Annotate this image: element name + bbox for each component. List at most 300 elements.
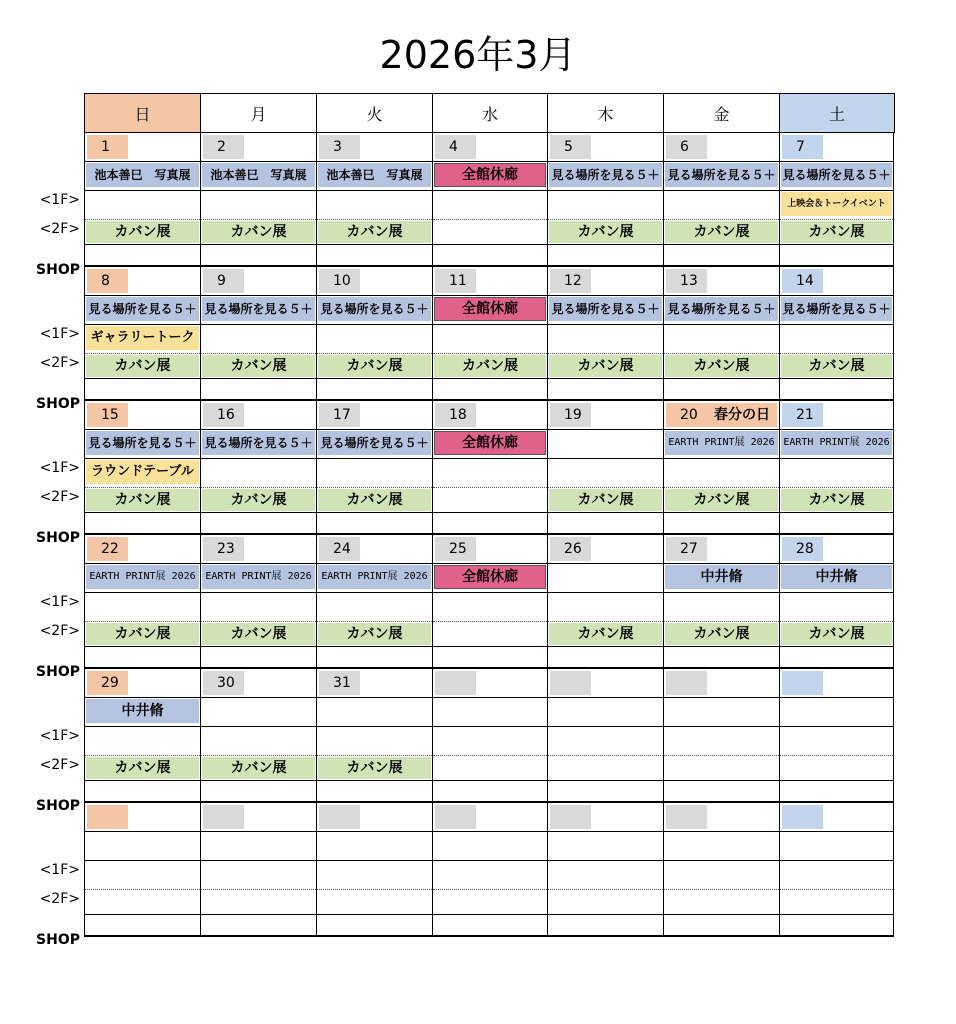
cell-divider (664, 592, 779, 593)
cell-divider (317, 697, 432, 698)
row-label-shop: SHOP (36, 530, 80, 546)
day-cell (84, 803, 200, 937)
day-number (319, 805, 360, 829)
cell-divider (548, 621, 663, 622)
shop-event: カバン展 (202, 757, 315, 779)
day-number: 28 (782, 537, 823, 561)
row-labels (0, 0, 84, 1024)
cell-divider (548, 324, 663, 325)
day-cell (663, 267, 779, 401)
cell-divider (780, 646, 893, 647)
cell-divider (85, 697, 200, 698)
cell-divider (664, 831, 779, 832)
day-number: 11 (435, 269, 476, 293)
day-number: 19 (550, 403, 591, 427)
floor1-event: 見る場所を見る５＋ (665, 163, 778, 187)
cell-divider (548, 831, 663, 832)
cell-divider (780, 244, 893, 245)
calendar-week (84, 133, 894, 267)
shop-event: カバン展 (434, 355, 546, 377)
shop-event: カバン展 (781, 623, 892, 645)
cell-divider (433, 621, 547, 622)
cell-divider (85, 914, 200, 915)
day-cell (432, 535, 547, 669)
cell-divider (317, 429, 432, 430)
day-cell (663, 669, 779, 803)
shop-event: カバン展 (318, 355, 431, 377)
day-cell (316, 803, 432, 937)
cell-divider (85, 295, 200, 296)
day-number (550, 805, 591, 829)
day-number (782, 805, 823, 829)
shop-event: カバン展 (318, 623, 431, 645)
row-label-floor2: <2F> (39, 355, 80, 371)
cell-divider (780, 161, 893, 162)
cell-divider (433, 831, 547, 832)
calendar-week (84, 669, 894, 803)
cell-divider (548, 295, 663, 296)
closed-notice: 全館休廊 (434, 297, 546, 321)
cell-divider (433, 726, 547, 727)
cell-divider (548, 889, 663, 890)
cell-divider (201, 190, 316, 191)
cell-divider (201, 592, 316, 593)
cell-divider (780, 726, 893, 727)
cell-divider (201, 860, 316, 861)
shop-event: カバン展 (202, 623, 315, 645)
cell-divider (317, 780, 432, 781)
cell-divider (85, 646, 200, 647)
day-number: 14 (782, 269, 823, 293)
cell-divider (201, 831, 316, 832)
shop-event: カバン展 (665, 355, 778, 377)
day-number: 7 (782, 135, 823, 159)
row-label-floor1: <1F> (39, 460, 80, 476)
cell-divider (548, 755, 663, 756)
day-number: 22 (87, 537, 128, 561)
floor1-event: 池本善巳 写真展 (202, 163, 315, 187)
cell-divider (85, 563, 200, 564)
cell-divider (201, 161, 316, 162)
calendar-week (84, 535, 894, 669)
cell-divider (664, 487, 779, 488)
weekday-header (84, 93, 894, 133)
cell-divider (780, 295, 893, 296)
floor1-event: 見る場所を見る５＋ (665, 297, 778, 321)
day-cell (200, 267, 316, 401)
cell-divider (780, 429, 893, 430)
cell-divider (780, 458, 893, 459)
cell-divider (201, 780, 316, 781)
cell-divider (664, 889, 779, 890)
day-number (666, 671, 707, 695)
day-cell (779, 535, 894, 669)
cell-divider (85, 860, 200, 861)
day-number: 29 (87, 671, 128, 695)
cell-divider (317, 592, 432, 593)
cell-divider (548, 161, 663, 162)
day-cell (547, 535, 663, 669)
cell-divider (664, 697, 779, 698)
row-label-floor1: <1F> (39, 326, 80, 342)
cell-divider (317, 755, 432, 756)
shop-event: カバン展 (318, 489, 431, 511)
cell-divider (317, 831, 432, 832)
cell-divider (548, 458, 663, 459)
cell-divider (317, 914, 432, 915)
cell-divider (433, 190, 547, 191)
day-cell (779, 401, 894, 535)
day-number (435, 805, 476, 829)
closed-notice: 全館休廊 (434, 431, 546, 455)
cell-divider (664, 429, 779, 430)
cell-divider (664, 755, 779, 756)
shop-event: カバン展 (86, 489, 199, 511)
cell-divider (548, 353, 663, 354)
row-label-floor1: <1F> (39, 594, 80, 610)
weekday-header-sunday: 日 (84, 93, 200, 133)
cell-divider (548, 378, 663, 379)
weekday-header-saturday: 土 (779, 93, 895, 133)
cell-divider (433, 487, 547, 488)
shop-event: カバン展 (86, 757, 199, 779)
day-cell (432, 803, 547, 937)
cell-divider (548, 563, 663, 564)
day-cell (663, 133, 779, 267)
day-number: 6 (666, 135, 707, 159)
cell-divider (317, 295, 432, 296)
day-cell (84, 535, 200, 669)
shop-event: カバン展 (549, 623, 662, 645)
cell-divider (85, 512, 200, 513)
cell-divider (780, 621, 893, 622)
day-number: 18 (435, 403, 476, 427)
day-cell (316, 535, 432, 669)
cell-divider (548, 429, 663, 430)
cell-divider (433, 697, 547, 698)
cell-divider (201, 458, 316, 459)
day-number: 25 (435, 537, 476, 561)
row-label-shop: SHOP (36, 798, 80, 814)
day-cell (547, 401, 663, 535)
day-number (435, 671, 476, 695)
cell-divider (317, 646, 432, 647)
row-label-floor2: <2F> (39, 891, 80, 907)
day-number: 30 (203, 671, 244, 695)
cell-divider (317, 378, 432, 379)
cell-divider (85, 244, 200, 245)
floor1-event: 見る場所を見る５＋ (781, 297, 892, 321)
cell-divider (780, 780, 893, 781)
cell-divider (664, 244, 779, 245)
shop-event: カバン展 (86, 355, 199, 377)
cell-divider (780, 563, 893, 564)
cell-divider (664, 324, 779, 325)
day-number: 15 (87, 403, 128, 427)
day-number: 2 (203, 135, 244, 159)
floor1-event: EARTH PRINT展 2026 (318, 565, 431, 589)
cell-divider (317, 726, 432, 727)
cell-divider (433, 429, 547, 430)
cell-divider (433, 244, 547, 245)
day-number: 10 (319, 269, 360, 293)
cell-divider (433, 353, 547, 354)
cell-divider (433, 889, 547, 890)
day-number: 13 (666, 269, 707, 293)
row-label-floor2: <2F> (39, 757, 80, 773)
cell-divider (85, 378, 200, 379)
cell-divider (85, 458, 200, 459)
cell-divider (317, 621, 432, 622)
day-cell (779, 803, 894, 937)
cell-divider (317, 244, 432, 245)
cell-divider (664, 219, 779, 220)
cell-divider (85, 621, 200, 622)
cell-divider (85, 353, 200, 354)
cell-divider (85, 190, 200, 191)
row-label-floor2: <2F> (39, 221, 80, 237)
cell-divider (664, 161, 779, 162)
day-cell (316, 133, 432, 267)
cell-divider (201, 914, 316, 915)
day-number (782, 671, 823, 695)
cell-divider (85, 889, 200, 890)
day-number: 9 (203, 269, 244, 293)
cell-divider (201, 512, 316, 513)
cell-divider (317, 860, 432, 861)
cell-divider (548, 780, 663, 781)
cell-divider (664, 621, 779, 622)
cell-divider (201, 353, 316, 354)
cell-divider (433, 860, 547, 861)
calendar-week (84, 267, 894, 401)
day-number (87, 805, 128, 829)
cell-divider (780, 487, 893, 488)
cell-divider (664, 378, 779, 379)
day-cell (316, 267, 432, 401)
day-cell (200, 803, 316, 937)
day-cell (432, 401, 547, 535)
weekday-header-monday: 月 (200, 93, 316, 133)
cell-divider (317, 487, 432, 488)
floor1-event: 池本善巳 写真展 (318, 163, 431, 187)
floor1-event: 見る場所を見る５＋ (549, 297, 662, 321)
shop-event: カバン展 (781, 221, 892, 243)
cell-divider (317, 190, 432, 191)
shop-event: カバン展 (549, 355, 662, 377)
cell-divider (780, 378, 893, 379)
day-cell (779, 267, 894, 401)
weekday-header-thursday: 木 (547, 93, 663, 133)
cell-divider (548, 487, 663, 488)
cell-divider (201, 378, 316, 379)
cell-divider (548, 512, 663, 513)
calendar-grid (84, 93, 894, 939)
calendar-week (84, 803, 894, 937)
day-number: 20 (666, 403, 707, 427)
day-number (666, 805, 707, 829)
floor1-event: 見る場所を見る５＋ (318, 431, 431, 455)
floor1-event: 中井脩 (86, 699, 199, 723)
day-number: 8 (87, 269, 128, 293)
cell-divider (85, 755, 200, 756)
weekday-header-friday: 金 (663, 93, 779, 133)
day-cell (316, 401, 432, 535)
floor1-event: 中井脩 (665, 565, 778, 589)
cell-divider (433, 914, 547, 915)
cell-divider (85, 161, 200, 162)
cell-divider (548, 860, 663, 861)
shop-event: カバン展 (86, 623, 199, 645)
cell-divider (433, 295, 547, 296)
cell-divider (201, 646, 316, 647)
day-cell (200, 133, 316, 267)
cell-divider (317, 458, 432, 459)
cell-divider (433, 458, 547, 459)
shop-event: カバン展 (202, 355, 315, 377)
closed-notice: 全館休廊 (434, 565, 546, 589)
cell-divider (664, 914, 779, 915)
cell-divider (201, 697, 316, 698)
shop-event: カバン展 (665, 623, 778, 645)
shop-event: カバン展 (781, 489, 892, 511)
day-number: 17 (319, 403, 360, 427)
holiday-label: 春分の日 (707, 403, 777, 427)
cell-divider (664, 295, 779, 296)
day-number: 5 (550, 135, 591, 159)
cell-divider (433, 563, 547, 564)
shop-event: カバン展 (549, 221, 662, 243)
day-cell (432, 669, 547, 803)
cell-divider (433, 592, 547, 593)
day-cell (779, 133, 894, 267)
day-number (550, 671, 591, 695)
cell-divider (664, 726, 779, 727)
shop-event: カバン展 (318, 221, 431, 243)
cell-divider (548, 726, 663, 727)
cell-divider (201, 563, 316, 564)
cell-divider (780, 860, 893, 861)
floor2-event: ギャラリートーク (86, 326, 199, 350)
day-cell (663, 535, 779, 669)
day-cell (547, 803, 663, 937)
floor1-event: 見る場所を見る５＋ (781, 163, 892, 187)
day-cell (316, 669, 432, 803)
weekday-header-wednesday: 水 (432, 93, 547, 133)
floor1-event: EARTH PRINT展 2026 (202, 565, 315, 589)
floor1-event: 見る場所を見る５＋ (202, 431, 315, 455)
cell-divider (548, 244, 663, 245)
cell-divider (548, 592, 663, 593)
cell-divider (85, 324, 200, 325)
day-cell (84, 401, 200, 535)
cell-divider (201, 621, 316, 622)
row-label-shop: SHOP (36, 396, 80, 412)
day-cell (200, 401, 316, 535)
cell-divider (85, 487, 200, 488)
cell-divider (780, 755, 893, 756)
row-label-floor2: <2F> (39, 623, 80, 639)
day-number: 12 (550, 269, 591, 293)
cell-divider (317, 512, 432, 513)
cell-divider (433, 324, 547, 325)
cell-divider (317, 219, 432, 220)
shop-event: カバン展 (665, 221, 778, 243)
shop-event: カバン展 (202, 489, 315, 511)
day-number: 3 (319, 135, 360, 159)
day-number: 31 (319, 671, 360, 695)
day-cell (663, 803, 779, 937)
cell-divider (548, 190, 663, 191)
cell-divider (85, 219, 200, 220)
cell-divider (433, 512, 547, 513)
cell-divider (201, 244, 316, 245)
cell-divider (433, 755, 547, 756)
floor2-event: ラウンドテーブル (86, 460, 199, 484)
row-label-shop: SHOP (36, 664, 80, 680)
day-cell (547, 133, 663, 267)
cell-divider (433, 161, 547, 162)
cell-divider (317, 161, 432, 162)
cell-divider (85, 429, 200, 430)
cell-divider (201, 487, 316, 488)
floor1-event: 中井脩 (781, 565, 892, 589)
cell-divider (433, 780, 547, 781)
cell-divider (664, 646, 779, 647)
cell-divider (664, 860, 779, 861)
cell-divider (201, 726, 316, 727)
floor1-event: 見る場所を見る５＋ (549, 163, 662, 187)
cell-divider (548, 219, 663, 220)
cell-divider (85, 780, 200, 781)
row-label-floor1: <1F> (39, 192, 80, 208)
cell-divider (780, 512, 893, 513)
floor1-event: 池本善巳 写真展 (86, 163, 199, 187)
floor1-event: 見る場所を見る５＋ (86, 297, 199, 321)
shop-event: カバン展 (86, 221, 199, 243)
closed-notice: 全館休廊 (434, 163, 546, 187)
day-number: 1 (87, 135, 128, 159)
day-cell (779, 669, 894, 803)
floor1-event: EARTH PRINT展 2026 (86, 565, 199, 589)
day-cell (84, 267, 200, 401)
cell-divider (664, 512, 779, 513)
shop-event: カバン展 (549, 489, 662, 511)
cell-divider (433, 378, 547, 379)
cell-divider (433, 219, 547, 220)
page-title: 2026年3月 (379, 33, 577, 77)
cell-divider (664, 190, 779, 191)
row-label-floor1: <1F> (39, 862, 80, 878)
day-number: 26 (550, 537, 591, 561)
cell-divider (664, 458, 779, 459)
cell-divider (317, 353, 432, 354)
shop-event: カバン展 (318, 757, 431, 779)
cell-divider (85, 831, 200, 832)
cell-divider (201, 889, 316, 890)
cell-divider (780, 324, 893, 325)
floor1-event: 見る場所を見る５＋ (86, 431, 199, 455)
day-number: 23 (203, 537, 244, 561)
floor1-event: EARTH PRINT展 2026 (781, 431, 892, 455)
cell-divider (317, 889, 432, 890)
cell-divider (780, 592, 893, 593)
cell-divider (664, 563, 779, 564)
weekday-header-tuesday: 火 (316, 93, 432, 133)
shop-event: カバン展 (781, 355, 892, 377)
row-label-shop: SHOP (36, 262, 80, 278)
calendar-week (84, 401, 894, 535)
